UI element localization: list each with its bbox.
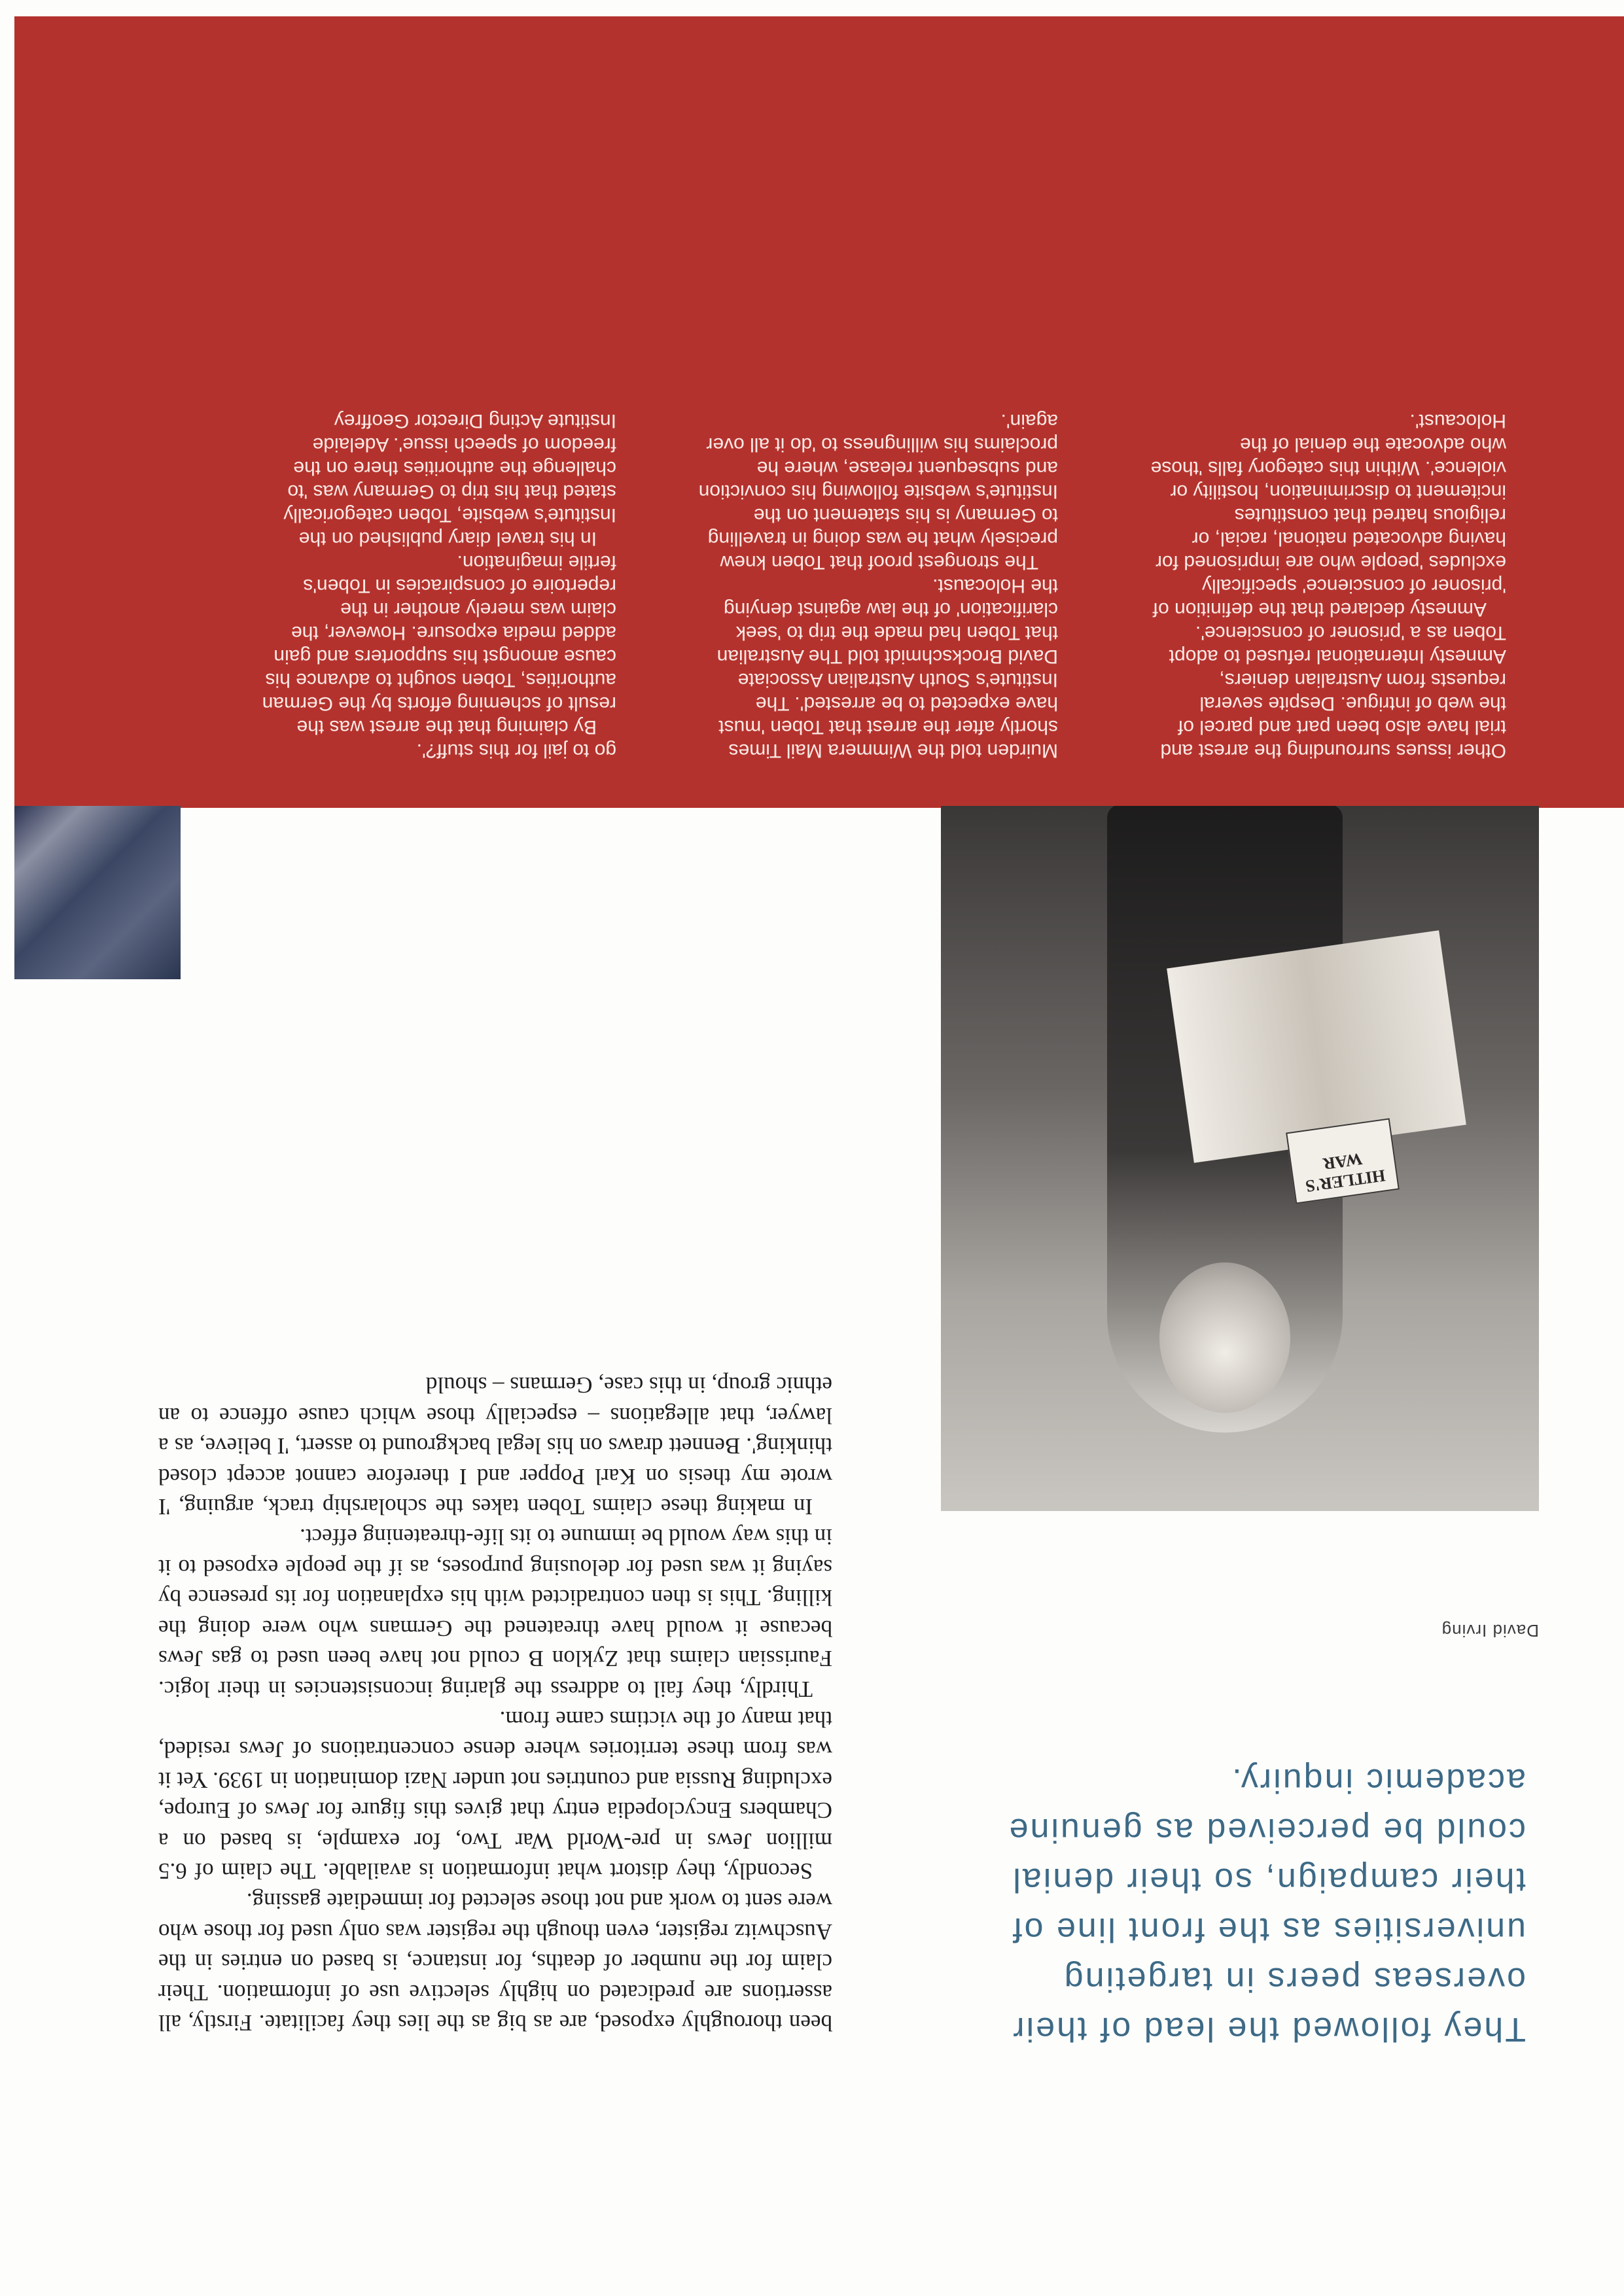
book-cover-title: HITLER'S WAR [1286,1118,1400,1204]
red-paragraph: The strongest proof that Toben knew precisely what he was doing in travelling to Germany is his statement on the Institute's website following his conviction and subsequent release, where he proclaims his willingness to 'do it all over again'. [698,410,1058,573]
red-column-b [698,409,1058,762]
red-paragraph: In his travel diary published on the Institute's website, Toben categorically stated that his trip to Germany was 'to challenge the authorities there on the freedom of speech issue'. Adelaide Institute Acting Director Geoffrey [283,410,616,549]
body-paragraph: Thirdly, they fail to address the glaring inconsistencies in their logic. Faurissian claims that Zyklon B could not have been used to gas Jews because it would have threatened the Germans who were doing the killing. This is then contradicted with his explanation for its presence by saying it was used for delousing purposes, as if the people exposed to it in this way would be immune to its life-threatening effect. [158,1524,832,1702]
body-paragraph: In making these claims Toben takes the scholarship track, arguing, 'I wrote my thesis on Karl Popper and I therefore cannot accept closed thinking'. Bennett draws on his legal background to assert, 'I believe, as a lawyer, that allegations – especially those which cause offence to an ethnic group, in this case, Germans – should [158,1372,832,1520]
red-column-c [1146,409,1506,762]
david-irving-photo [941,806,1539,1511]
photo-caption: David Irving [1441,1621,1539,1641]
red-paragraph: By claiming that the arrest was the result of scheming efforts by the German authorities, Toben sought to advance his cause amongst his supporters and gain added media exposure. However, the claim was merely another in the repertoire of conspiracies in Toben's fertile imagination. [262,551,616,738]
body-paragraph: Secondly, they distort what information is available. The claim of 6.5 million Jews in pre-World War Two, for example, is based on a Chambers Encyclopedia entry that gives this figure for Jews of Europe, excluding Russia and countries not under Nazi domination in 1939. Yet it was from these territories where dense concentrations of Jews resided, that many of the victims came from. [158,1706,832,1884]
photo-head [1159,1262,1290,1413]
red-paragraph: Amnesty declared that the definition of 'prisoner of conscience' specifically excludes 'people who are imprisoned for having advocated national, racial, or religious hatred that constitutes incitement to discrimination, hostility or violence'. Within this category falls 'those who advocate the denial of the Holocaust'. [1150,410,1506,620]
body-paragraph: been thoroughly exposed, are as big as the lies they facilitate. Firstly, all assertions are predicated on highly selective use of information. Their claim for the number of deaths, for instance, is based on entries in the Auschwitz register, even though the register was only used for those who were sent to work and not those selected for immediate gassing. [158,1888,832,2036]
red-paragraph: Other issues surrounding the arrest and trial have also been part and parcel of the web of intrigue. Despite several requests from Australian deniers, Amnesty International refused to adopt Toben as a 'prisoner of conscience'. [1160,622,1506,761]
pull-quote: They followed the lead of their overseas peers in targeting universities as the front line of their campaign, so their denial could be perceived as genuine academic inquiry. [1007,1762,1526,2048]
red-column-a [256,409,616,762]
decorative-photo-strip [14,806,181,979]
red-paragraph: go to jail for this stuff?'. [416,740,616,761]
body-text-column [158,1370,832,2038]
red-paragraph: Muirden told the Wimmera Mail Times shortly after the arrest that Toben 'must have expected to be arrested'. The Institute's South Australian Associate David Brockschmidt told The Australian that Toben had made the trip to 'seek clarification' of the law against denying the Holocaust. [716,575,1058,761]
